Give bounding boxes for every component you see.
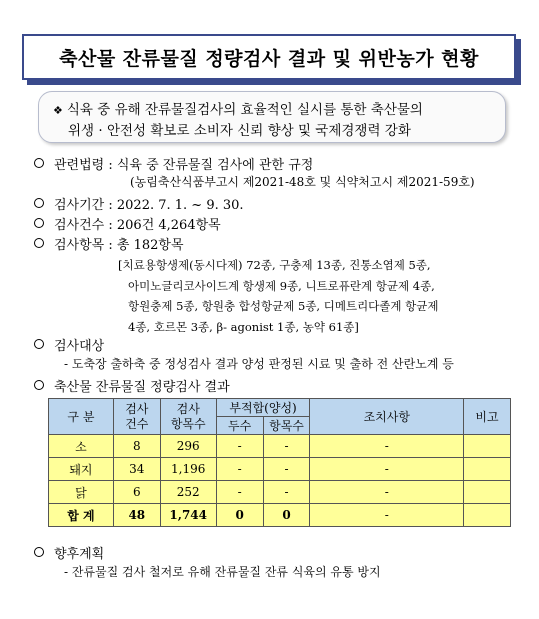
- th-heads: 두수: [216, 417, 263, 435]
- plan-row: [34, 543, 104, 562]
- period-row: [34, 194, 244, 213]
- purpose-text-1: 식육 중 유해 잔류물질검사의 효율적인 실시를 통한 축산물의: [66, 102, 423, 118]
- total-action: -: [310, 504, 464, 527]
- cell-heads: -: [216, 435, 263, 458]
- th-category: 구 분: [49, 399, 114, 435]
- result-heading: 축산물 잔류물질 정량검사 결과: [54, 380, 230, 395]
- target-row: [34, 335, 104, 354]
- circle-bullet-icon: [34, 158, 44, 168]
- circle-bullet-icon: [34, 339, 44, 349]
- items-line-2: 아미노글리코사이드계 항생제 9종, 니트로퓨란계 항균제 4종,: [128, 278, 435, 293]
- cell-action: -: [310, 435, 464, 458]
- result-table: [48, 398, 511, 527]
- cell-category: 돼지: [49, 458, 114, 481]
- count-row: [34, 214, 221, 233]
- table-row: [49, 435, 511, 458]
- items-row: [34, 234, 184, 253]
- circle-bullet-icon: [34, 198, 44, 208]
- law-row: [34, 154, 313, 173]
- purpose-box: [38, 91, 506, 143]
- table-row: [49, 458, 511, 481]
- cell-item-count: -: [263, 481, 310, 504]
- law-label: 관련법령 : 식육 중 잔류물질 검사에 관한 규정: [54, 158, 314, 173]
- table-header-row: [49, 399, 511, 417]
- th-items: 검사 항목수: [160, 399, 216, 435]
- items-detail: [118, 255, 513, 337]
- target-label: 검사대상: [54, 339, 105, 354]
- title-box: [22, 34, 516, 80]
- circle-bullet-icon: [34, 547, 44, 557]
- cell-cases: 34: [113, 458, 160, 481]
- result-heading-row: [34, 376, 230, 395]
- cell-category: 닭: [49, 481, 114, 504]
- cell-cases: 6: [113, 481, 160, 504]
- th-note: 비고: [464, 399, 511, 435]
- total-category: 합 계: [49, 504, 114, 527]
- circle-bullet-icon: [34, 380, 44, 390]
- circle-bullet-icon: [34, 218, 44, 228]
- table-row: [49, 481, 511, 504]
- purpose-line-2: 위생 · 안전성 확보로 소비자 신뢰 향상 및 국제경쟁력 강화: [68, 123, 411, 139]
- th-item-count: 항목수: [263, 417, 310, 435]
- cell-heads: -: [216, 481, 263, 504]
- page-title: 축산물 잔류물질 정량검사 결과 및 위반농가 현황: [59, 47, 479, 70]
- cell-item-count: -: [263, 435, 310, 458]
- period-text: 검사기간 : 2022. 7. 1. ~ 9. 30.: [54, 198, 244, 213]
- total-cases: 48: [113, 504, 160, 527]
- cell-items: 252: [160, 481, 216, 504]
- items-line-3: 항원충제 5종, 항원충 합성항균제 5종, 디메트리다졸계 항균제: [128, 299, 439, 313]
- cell-category: 소: [49, 435, 114, 458]
- th-cases: 검사 건수: [113, 399, 160, 435]
- cell-items: 1,196: [160, 458, 216, 481]
- cell-action: -: [310, 481, 464, 504]
- th-action: 조치사항: [310, 399, 464, 435]
- total-items: 1,744: [160, 504, 216, 527]
- cell-note: [464, 481, 511, 504]
- items-line-1: [치료용항생제(동시다제) 72종, 구충제 13종, 진통소염제 5종,: [118, 258, 431, 272]
- plan-label: 향후계획: [54, 547, 105, 562]
- items-label: 검사항목 : 총 182항목: [54, 238, 184, 253]
- items-line-4: 4종, 호르몬 3종, β- agonist 1종, 농약 61종]: [128, 319, 359, 334]
- cell-heads: -: [216, 458, 263, 481]
- cell-items: 296: [160, 435, 216, 458]
- total-item-count: 0: [263, 504, 310, 527]
- purpose-line-1: [53, 98, 423, 118]
- count-text: 검사건수 : 206건 4,264항목: [54, 218, 221, 233]
- cell-action: -: [310, 458, 464, 481]
- cell-note: [464, 458, 511, 481]
- cell-item-count: -: [263, 458, 310, 481]
- target-detail: - 도축장 출하축 중 정성검사 결과 양성 판정된 시료 및 출하 전 산란노계 등: [64, 357, 454, 371]
- total-heads: 0: [216, 504, 263, 527]
- diamond-bullet-icon: ❖: [53, 104, 63, 117]
- table-total-row: [49, 504, 511, 527]
- plan-detail: - 잔류물질 검사 철저로 유해 잔류물질 잔류 식육의 유통 방지: [64, 565, 381, 579]
- cell-cases: 8: [113, 435, 160, 458]
- law-detail: (농림축산식품부고시 제2021-48호 및 식약처고시 제2021-59호): [130, 175, 475, 189]
- total-note: [464, 504, 511, 527]
- th-nonconform: 부적합(양성): [216, 399, 310, 417]
- cell-note: [464, 435, 511, 458]
- circle-bullet-icon: [34, 238, 44, 248]
